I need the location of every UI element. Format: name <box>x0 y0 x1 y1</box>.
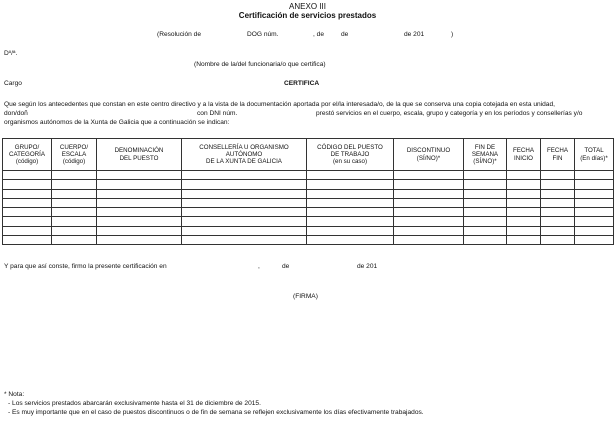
table-header-text: (en su caso) <box>332 158 368 166</box>
person-caption: (Nombre de la/del funcionaria/o que certifica) <box>194 61 326 68</box>
table-cell <box>182 171 307 180</box>
table-cell <box>394 180 464 189</box>
certifica-heading: CERTIFICA <box>284 80 320 87</box>
table-cell <box>52 217 97 226</box>
table-row <box>3 226 614 235</box>
table-header-text: INICIO <box>514 154 533 162</box>
table-header-cell <box>182 139 307 171</box>
table-cell <box>541 217 575 226</box>
table-cell <box>507 171 541 180</box>
signature-label: (FIRMA) <box>293 293 318 300</box>
note-item-2: - Es muy importante que en el caso de puestos discontinuos o de fin de semana se reflejen exclusivamente los días efectivamente trabajados. <box>8 409 424 416</box>
table-header-cell <box>507 139 541 171</box>
table-cell <box>541 189 575 198</box>
dog-label: DOG núm. <box>247 31 279 38</box>
table-cell <box>464 180 507 189</box>
table-header-text: FIN <box>552 154 563 162</box>
table-cell <box>541 236 575 245</box>
table-cell <box>3 217 52 226</box>
table-header-text: ESCALA <box>61 150 87 158</box>
table-cell <box>3 208 52 217</box>
table-header-text: (En días)* <box>580 154 608 162</box>
table-header-cell <box>541 139 575 171</box>
table-cell <box>3 236 52 245</box>
table-cell <box>3 189 52 198</box>
table-cell <box>541 208 575 217</box>
table-header-text: DEL PUESTO <box>119 154 159 162</box>
table-cell <box>507 198 541 207</box>
closing-comma: , <box>258 263 260 270</box>
table-cell <box>464 226 507 235</box>
table-cell <box>575 226 614 235</box>
table-cell <box>507 180 541 189</box>
table-header-cell <box>3 139 52 171</box>
table-header-text: FECHA <box>513 147 534 155</box>
table-cell <box>307 236 394 245</box>
table-body <box>3 171 614 245</box>
annex-label: ANEXO III <box>289 2 326 11</box>
table-cell <box>464 217 507 226</box>
certification-text-line-2 <box>4 109 610 118</box>
table-cell <box>182 226 307 235</box>
table-cell <box>182 208 307 217</box>
table-cell <box>507 236 541 245</box>
table-cell <box>3 226 52 235</box>
table-row <box>3 208 614 217</box>
table-cell <box>575 208 614 217</box>
table-row <box>3 217 614 226</box>
table-cell <box>52 226 97 235</box>
person-label: Dº/ª. <box>4 50 18 57</box>
table-cell <box>182 189 307 198</box>
table-header-text: DE TRABAJO <box>330 150 370 158</box>
table-header-text: DENOMINACIÓN <box>114 147 164 155</box>
table-cell <box>52 198 97 207</box>
table-header-text: CUERPO/ <box>59 143 89 151</box>
table-row <box>3 171 614 180</box>
table-cell <box>3 180 52 189</box>
table-cell <box>52 180 97 189</box>
table-cell <box>52 236 97 245</box>
table-cell <box>575 236 614 245</box>
table-header-text: CÓDIGO DEL PUESTO <box>317 143 383 151</box>
table-cell <box>52 208 97 217</box>
table-cell <box>464 208 507 217</box>
table-cell <box>394 236 464 245</box>
table-cell <box>464 189 507 198</box>
table-cell <box>464 171 507 180</box>
table-cell <box>575 171 614 180</box>
table-row <box>3 198 614 207</box>
table-cell <box>507 189 541 198</box>
table-cell <box>394 171 464 180</box>
table-header-cell <box>97 139 182 171</box>
table-header-text: TOTAL <box>584 147 604 155</box>
table-header-text: (código) <box>15 158 39 166</box>
table-cell <box>307 180 394 189</box>
table-cell <box>97 236 182 245</box>
page-title: Certificación de servicios prestados <box>238 11 377 20</box>
table-cell <box>307 226 394 235</box>
table-cell <box>464 236 507 245</box>
table-header-text: (SÍ/NO)* <box>416 154 441 162</box>
resolution-year-label: de 201 <box>404 31 425 38</box>
table-cell <box>182 217 307 226</box>
certification-text <box>4 100 610 127</box>
table-cell <box>52 189 97 198</box>
table-cell <box>507 217 541 226</box>
certification-text-line-1: Que según los antecedentes que constan en este centro directivo y a la vista de la documentación aportada por el/la interesada/o, de la que se conserva una copia cotejada en esta unidad, <box>4 101 555 108</box>
table-cell <box>541 171 575 180</box>
table-header-cell <box>394 139 464 171</box>
table-cell <box>575 189 614 198</box>
table-cell <box>575 198 614 207</box>
table-cell <box>97 217 182 226</box>
table-cell <box>394 208 464 217</box>
table-cell <box>394 189 464 198</box>
table-header-text: FIN DE <box>474 143 496 151</box>
resolution-de-label: , de <box>313 31 324 38</box>
table-cell <box>541 180 575 189</box>
table-row <box>3 236 614 245</box>
note-item-1: - Los servicios prestados abarcarán exclusivamente hasta el 31 de diciembre de 2015. <box>8 400 261 407</box>
table-cell <box>97 198 182 207</box>
resolution-de-label-2: de <box>341 31 349 38</box>
table-header-cell <box>307 139 394 171</box>
table-header-text: FECHA <box>547 147 568 155</box>
resolution-label: (Resolución de <box>157 31 201 38</box>
table-cell <box>307 198 394 207</box>
table-cell <box>394 226 464 235</box>
table-header-text: (código) <box>62 158 86 166</box>
table-cell <box>507 208 541 217</box>
table-header-text: (SÍ/NO)* <box>473 158 497 166</box>
table-cell <box>97 189 182 198</box>
table-header-text: SEMANA <box>471 150 499 158</box>
table-cell <box>97 226 182 235</box>
closing-year-label: de 201 <box>357 263 378 270</box>
table-cell <box>97 208 182 217</box>
table-header-row <box>3 139 614 171</box>
closing-text: Y para que así conste, firmo la presente certificación en <box>4 263 167 270</box>
services-table <box>2 138 614 245</box>
table-header-text: GRUPO/ <box>14 143 40 151</box>
table-cell <box>182 236 307 245</box>
table-cell <box>97 171 182 180</box>
services-text: prestó servicios en el cuerpo, escala, grupo y categoría y en los períodos y consellerías y/o <box>316 110 583 117</box>
table-header-text: DISCONTINUO <box>406 147 451 155</box>
table-cell <box>182 198 307 207</box>
table-cell <box>307 171 394 180</box>
table-cell <box>52 171 97 180</box>
closing-de-label: de <box>282 263 290 270</box>
table-cell <box>307 189 394 198</box>
cargo-label: Cargo <box>4 80 22 87</box>
table-cell <box>394 198 464 207</box>
table-cell <box>464 198 507 207</box>
table-row <box>3 180 614 189</box>
table-cell <box>307 217 394 226</box>
table-header-text: DE LA XUNTA DE GALICIA <box>206 158 282 166</box>
table-header-cell <box>575 139 614 171</box>
table-cell <box>507 226 541 235</box>
table-header-text: AUTÓNOMO <box>225 150 263 158</box>
dni-label: con DNI núm. <box>197 110 238 117</box>
resolution-close: ) <box>451 31 454 38</box>
table-cell <box>541 226 575 235</box>
table-cell <box>3 198 52 207</box>
table-cell <box>394 217 464 226</box>
table-cell <box>97 180 182 189</box>
table-cell <box>575 217 614 226</box>
table-header-cell <box>464 139 507 171</box>
table-row <box>3 189 614 198</box>
table-cell <box>182 180 307 189</box>
table-cell <box>575 180 614 189</box>
table-cell <box>3 171 52 180</box>
table-header-cell <box>52 139 97 171</box>
note-heading: * Nota: <box>4 391 25 398</box>
table-cell <box>307 208 394 217</box>
don-label: don/doñ <box>4 110 28 117</box>
certification-text-line-3: organismos autónomos de la Xunta de Galicia que a continuación se indican: <box>4 119 230 126</box>
table-cell <box>541 198 575 207</box>
table-header-text: CONSELLERÍA U ORGANISMO <box>199 143 289 151</box>
table-header-text: CATEGORÍA <box>9 150 45 158</box>
